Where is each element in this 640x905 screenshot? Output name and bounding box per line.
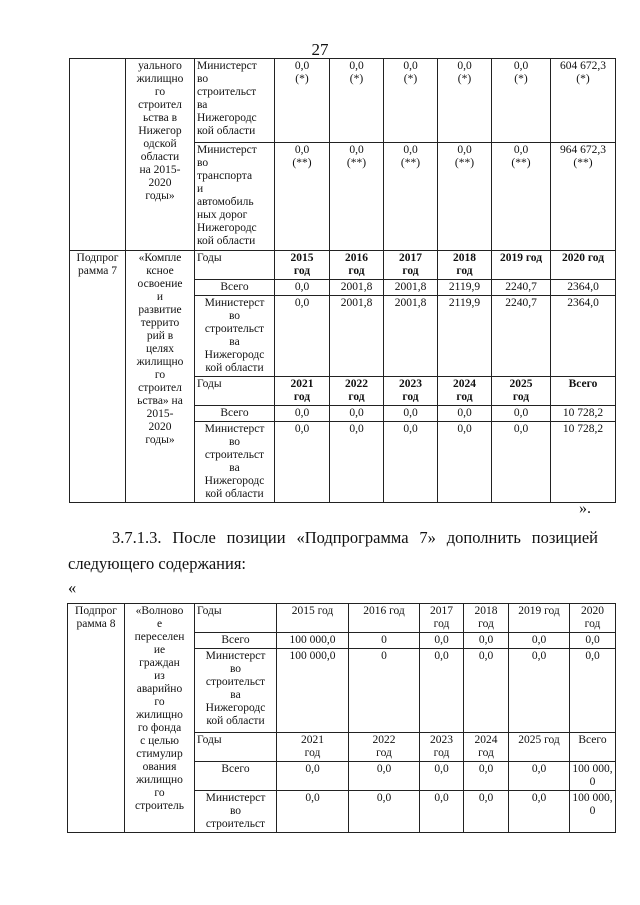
value-cell: 0,0 (*) [275,59,330,143]
value-cell: 0,0 [492,422,551,503]
total-label: Всего [195,633,277,649]
total-value: 2364,0 [551,280,616,296]
year-header: 2023 год [420,733,464,762]
value-cell: 0,0 (**) [492,143,551,251]
value-cell: 2001,8 [330,296,384,377]
year-header: 2021 год [277,733,349,762]
value-cell: 0,0 [275,296,330,377]
subprogram-7-label: Подпрог рамма 7 [70,251,126,503]
budget-table-continued [69,58,616,503]
value-cell: 0,0 [509,649,570,733]
total-label: Всего [195,406,275,422]
year-header: Всего [551,377,616,406]
year-header: 2015 год [277,604,349,633]
value-cell: 0,0 (*) [492,59,551,143]
total-value: 0,0 [464,762,509,791]
years-label: Годы [195,733,277,762]
total-value: 2240,7 [492,280,551,296]
value-cell: 0,0 [464,791,509,833]
value-cell: 0,0 (*) [330,59,384,143]
year-header: 2015 год [275,251,330,280]
subprogram-8-label: Подпрог рамма 8 [68,604,125,833]
opening-quote: « [68,578,77,597]
ministry-cell: Министерст во строительст ва Нижегородс кой области [195,296,275,377]
subprogram-7-name: «Компле ксное освоение и развитие террито рий в целях жилищно го строител ьства» на 2015- 2020 годы» [126,251,195,503]
value-cell: 0 [349,649,420,733]
year-header: 2024 год [464,733,509,762]
value-cell: 604 672,3 (*) [551,59,616,143]
total-value: 0,0 [509,762,570,791]
years-label: Годы [195,251,275,280]
value-cell: 0,0 [570,649,616,733]
years-label: Годы [195,377,275,406]
total-label: Всего [195,762,277,791]
total-value: 0,0 [384,406,438,422]
years-label: Годы [195,604,277,633]
total-value: 0,0 [438,406,492,422]
amendment-paragraph: 3.7.1.3. После позиции «Подпрограмма 7» дополнить позицией [112,528,598,547]
value-cell: 0,0 (**) [275,143,330,251]
year-header: 2017 год [420,604,464,633]
amendment-paragraph-continued: следующего содержания: [68,554,247,573]
value-cell: 964 672,3 (**) [551,143,616,251]
total-value: 0,0 [275,280,330,296]
year-header: 2016 год [349,604,420,633]
value-cell: 0,0 (**) [438,143,492,251]
value-cell: 0,0 [275,422,330,503]
page-number: 27 [311,40,329,59]
year-header: 2025 год [492,377,551,406]
value-cell: 2001,8 [384,296,438,377]
value-cell: 0,0 [384,422,438,503]
year-header: 2022 год [330,377,384,406]
value-cell: 0,0 [509,791,570,833]
value-cell: 0,0 [420,791,464,833]
total-value: 0,0 [570,633,616,649]
value-cell: 2240,7 [492,296,551,377]
value-cell: 2119,9 [438,296,492,377]
value-cell: 100 000, 0 [570,791,616,833]
year-header: Всего [570,733,616,762]
value-cell: 0,0 (**) [384,143,438,251]
year-header: 2018 год [438,251,492,280]
value-cell: 0,0 (**) [330,143,384,251]
total-value: 0 [349,633,420,649]
ministry-cell: Министерст во строительст ва Нижегородс кой области [195,649,277,733]
year-header: 2019 год [509,604,570,633]
total-value: 0,0 [420,762,464,791]
total-value: 0,0 [277,762,349,791]
program-name-continued: уального жилищно го строител ьства в Нижегор одской области на 2015- 2020 годы» [126,59,195,251]
value-cell: 0,0 (*) [438,59,492,143]
year-header: 2020 год [551,251,616,280]
total-value: 0,0 [509,633,570,649]
year-header: 2017 год [384,251,438,280]
value-cell: 0,0 (*) [384,59,438,143]
executor-cell: Министерст во транспорта и автомобиль ных дорог Нижегородс кой области [195,143,275,251]
total-value: 100 000, 0 [570,762,616,791]
year-header: 2019 год [492,251,551,280]
total-value: 2001,8 [330,280,384,296]
total-value: 0,0 [420,633,464,649]
blank-cell [70,59,126,251]
subprogram-8-table [67,603,616,833]
year-header: 2025 год [509,733,570,762]
total-value: 100 000,0 [277,633,349,649]
value-cell: 0,0 [438,422,492,503]
year-header: 2020 год [570,604,616,633]
year-header: 2024 год [438,377,492,406]
total-value: 2001,8 [384,280,438,296]
closing-quote: ». [579,500,591,517]
total-value: 0,0 [464,633,509,649]
total-value: 0,0 [492,406,551,422]
ministry-cell: Министерст во строительст ва Нижегородс кой области [195,422,275,503]
year-header: 2023 год [384,377,438,406]
value-cell: 0,0 [349,791,420,833]
year-header: 2022 год [349,733,420,762]
value-cell: 0,0 [464,649,509,733]
executor-cell: Министерст во строительст ва Нижегородс кой области [195,59,275,143]
year-header: 2021 год [275,377,330,406]
year-header: 2016 год [330,251,384,280]
total-label: Всего [195,280,275,296]
total-value: 2119,9 [438,280,492,296]
value-cell: 2364,0 [551,296,616,377]
value-cell: 100 000,0 [277,649,349,733]
total-value: 0,0 [330,406,384,422]
value-cell: 10 728,2 [551,422,616,503]
value-cell: 0,0 [330,422,384,503]
total-value: 0,0 [275,406,330,422]
subprogram-8-name: «Волново е переселен ие граждан из аварийно го жилищно го фонда с целью стимулир ования жилищно го строитель [125,604,195,833]
total-value: 10 728,2 [551,406,616,422]
total-value: 0,0 [349,762,420,791]
value-cell: 0,0 [420,649,464,733]
value-cell: 0,0 [277,791,349,833]
year-header: 2018 год [464,604,509,633]
ministry-cell: Министерст во строительст [195,791,277,833]
